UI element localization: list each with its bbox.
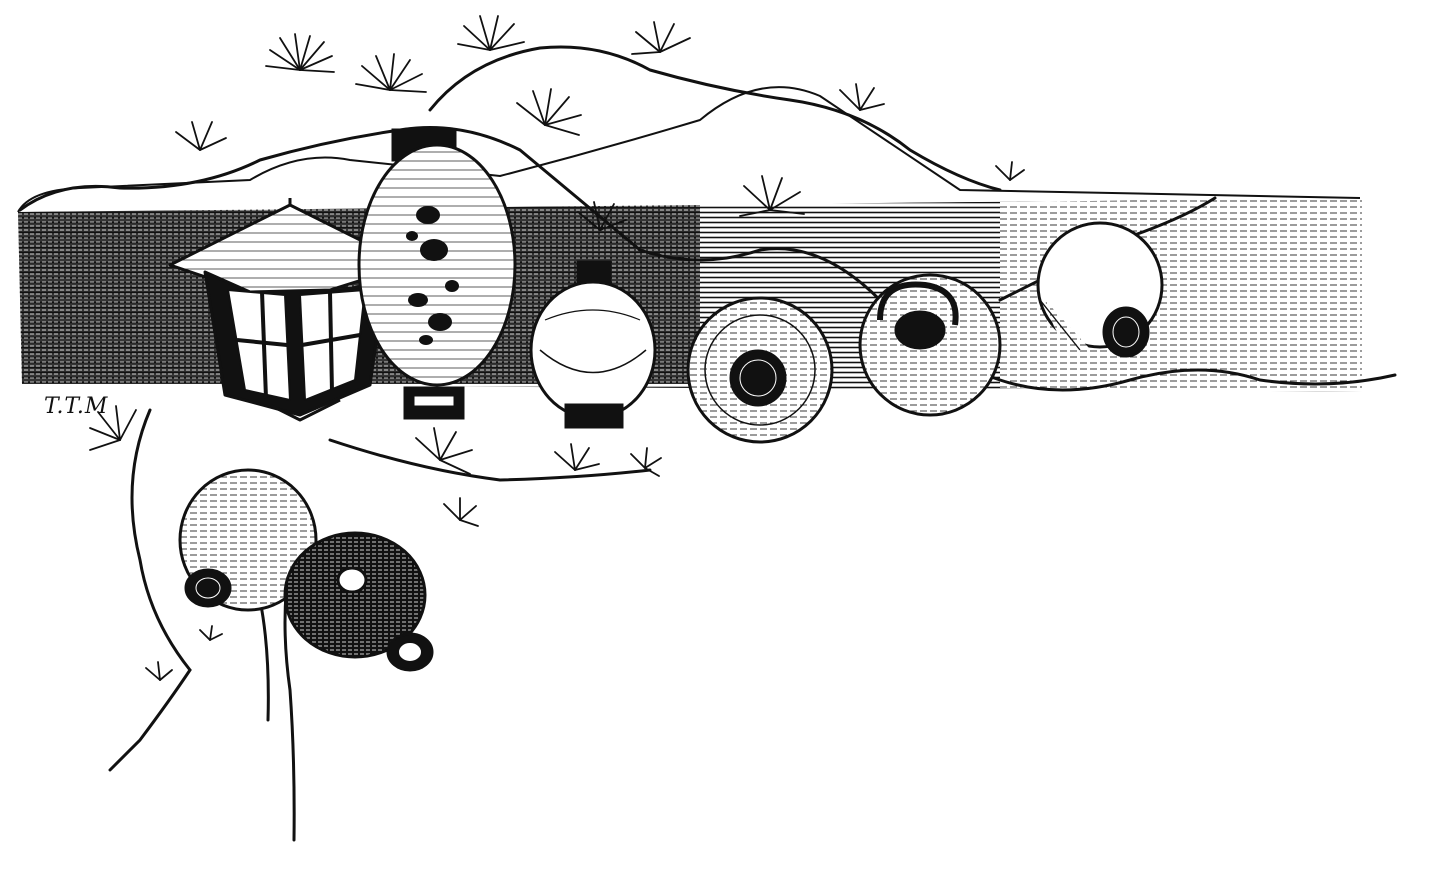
sake-jar-center xyxy=(688,298,832,442)
artist-signature: T.T.M xyxy=(44,394,109,419)
vine-branches xyxy=(20,47,1395,840)
sake-jar-lower-dark xyxy=(285,533,432,670)
sake-jar-handle xyxy=(860,275,1000,415)
